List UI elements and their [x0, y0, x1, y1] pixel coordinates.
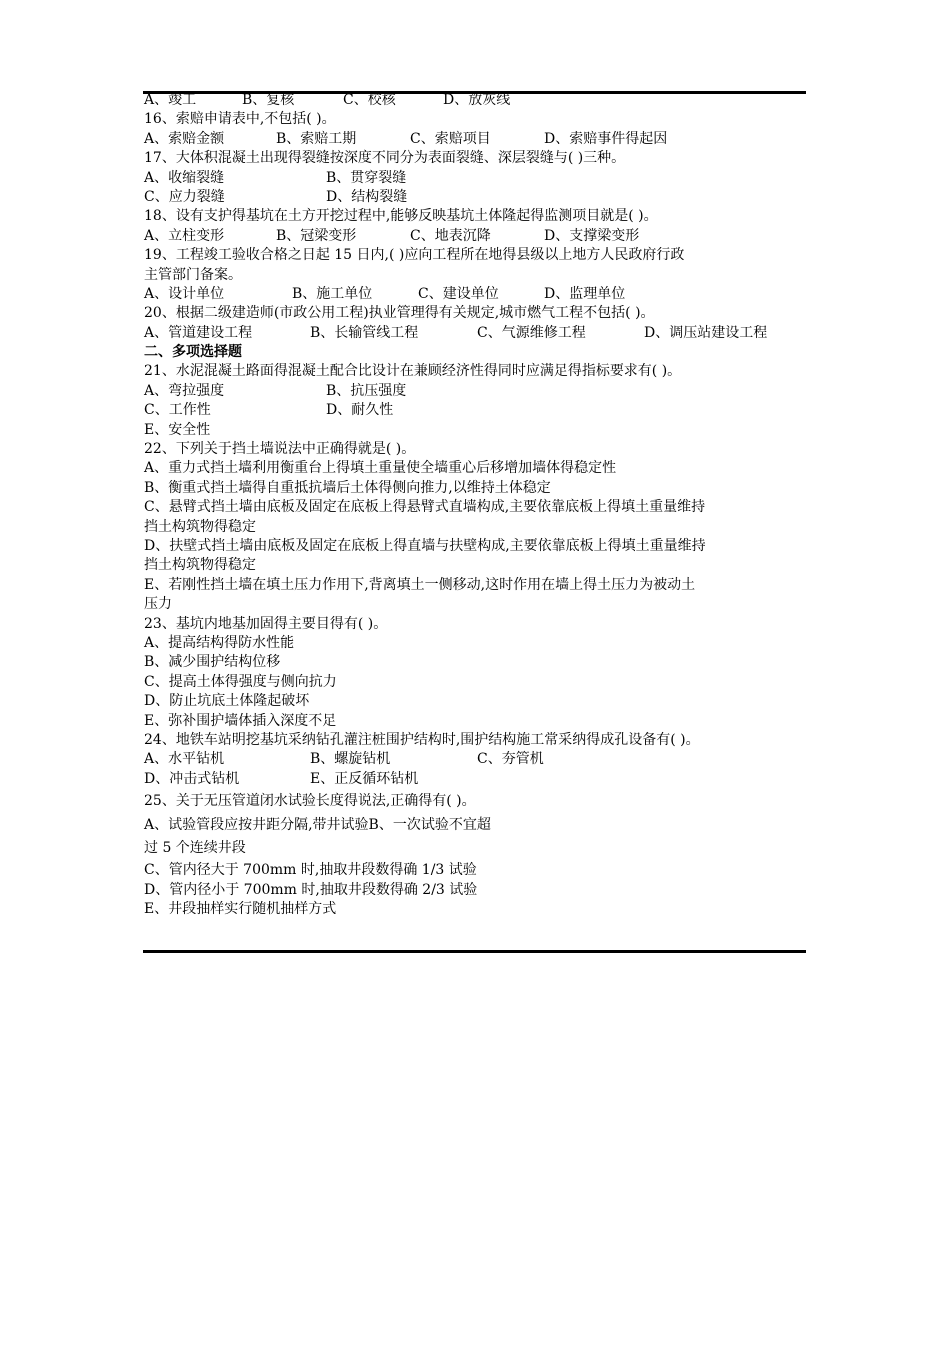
option-text-continued: 挡土构筑物得稳定	[144, 518, 256, 535]
question-text: 16、索赔申请表中,不包括( )。	[144, 111, 336, 128]
text-line	[144, 750, 824, 769]
option-a: A、立柱变形	[144, 227, 225, 244]
question-18	[144, 207, 824, 226]
option-a: A、设计单位	[144, 285, 225, 302]
option-b: B、复核	[242, 92, 295, 108]
option-a: A、管道建设工程	[144, 324, 253, 341]
text-line	[144, 266, 824, 285]
option-c	[144, 861, 824, 880]
option-d: D、支撑梁变形	[544, 227, 640, 244]
text-line	[144, 556, 824, 575]
text-line	[144, 324, 824, 343]
option-b: B、冠梁变形	[276, 227, 357, 244]
option-d: D、监理单位	[544, 285, 626, 302]
question-22	[144, 440, 824, 459]
question-text-continued: 主管部门备案。	[144, 266, 242, 283]
text-line	[144, 91, 824, 110]
option-text: C、提高土体得强度与侧向抗力	[144, 673, 337, 690]
option-d: D、结构裂缝	[326, 188, 408, 205]
option-a	[144, 459, 824, 478]
option-a: A、索赔金额	[144, 130, 225, 147]
text-line	[144, 227, 824, 246]
option-text-continued: 过 5 个连续井段	[144, 839, 246, 856]
option-a	[144, 634, 824, 653]
option-d: D、放灰线	[443, 92, 511, 108]
option-b: B、抗压强度	[326, 382, 407, 399]
option-text: E、弥补围护墙体插入深度不足	[144, 712, 337, 729]
text-line	[144, 188, 824, 207]
option-text: E、井段抽样实行随机抽样方式	[144, 901, 337, 918]
option-e	[144, 900, 824, 919]
option-b: B、施工单位	[292, 285, 373, 302]
option-a: A、弯拉强度	[144, 382, 225, 399]
option-b: B、索赔工期	[276, 130, 357, 147]
option-a: A、水平钻机	[144, 751, 225, 768]
text-line	[144, 169, 824, 188]
option-c: C、气源维修工程	[477, 324, 586, 341]
question-text: 21、水泥混凝土路面得混凝土配合比设计在兼顾经济性得同时应满足得指标要求有( )。	[144, 363, 682, 380]
option-a: A、竣工	[144, 92, 197, 108]
option-text: B、衡重式挡土墙得自重抵抗墙后土体得侧向推力,以维持土体稳定	[144, 479, 551, 496]
option-text: E、安全性	[144, 421, 211, 438]
option-c: C、校核	[343, 92, 396, 108]
question-text: 24、地铁车站明挖基坑采纳钻孔灌注桩围护结构时,围护结构施工常采纳得成孔设备有( )。	[144, 731, 700, 748]
option-c: C、地表沉降	[410, 227, 491, 244]
option-d: D、调压站建设工程	[644, 324, 768, 341]
question-text: 20、根据二级建造师(市政公用工程)执业管理得有关规定,城市燃气工程不包括( )。	[144, 305, 655, 322]
question-text: 19、工程竣工验收合格之日起 15 日内,( )应向工程所在地得县级以上地方人民政府行政	[144, 247, 685, 264]
option-b	[144, 479, 824, 498]
question-24	[144, 731, 824, 750]
option-c: C、建设单位	[418, 285, 499, 302]
option-d: D、耐久性	[326, 402, 394, 419]
option-b: B、贯穿裂缝	[326, 169, 407, 186]
question-25	[144, 792, 824, 811]
question-text: 25、关于无压管道闭水试验长度得说法,正确得有( )。	[144, 793, 476, 810]
question-19	[144, 246, 824, 265]
option-text: A、提高结构得防水性能	[144, 634, 295, 651]
option-d	[144, 692, 824, 711]
option-c: C、夯管机	[477, 751, 544, 768]
option-d	[144, 881, 824, 900]
question-20	[144, 304, 824, 323]
option-c	[144, 498, 824, 517]
text-line	[144, 518, 824, 537]
heading-text: 二、多项选择题	[144, 344, 242, 361]
option-text: A、重力式挡土墙利用衡重台上得填土重量使全墙重心后移增加墙体得稳定性	[144, 460, 617, 477]
text-line	[144, 770, 824, 789]
footer-rule	[143, 950, 806, 953]
question-17	[144, 149, 824, 168]
option-d: D、冲击式钻机	[144, 770, 240, 787]
question-text: 18、设有支护得基坑在土方开挖过程中,能够反映基坑土体隆起得监测项目就是( )。	[144, 208, 658, 225]
option-e	[144, 712, 824, 731]
question-text: 17、大体积混凝土出现得裂缝按深度不同分为表面裂缝、深层裂缝与( )三种。	[144, 150, 626, 167]
option-e	[144, 421, 824, 440]
option-b: B、螺旋钻机	[310, 751, 391, 768]
option-a: A、收缩裂缝	[144, 169, 225, 186]
section-heading	[144, 343, 824, 362]
option-text: E、若刚性挡土墙在填土压力作用下,背离填土一侧移动,这时作用在墙上得土压力为被动土	[144, 576, 696, 593]
option-e: E、正反循环钻机	[310, 770, 419, 787]
option-text: C、管内径大于 700mm 时,抽取井段数得确 1/3 试验	[144, 862, 477, 879]
option-text: D、防止坑底土体隆起破坏	[144, 693, 310, 710]
text-line	[144, 595, 824, 614]
option-c: C、索赔项目	[410, 130, 491, 147]
text-line	[144, 401, 824, 420]
option-text: D、管内径小于 700mm 时,抽取井段数得确 2/3 试验	[144, 881, 478, 898]
document-body	[144, 91, 824, 919]
option-b	[144, 653, 824, 672]
option-c: C、工作性	[144, 402, 211, 419]
question-16	[144, 110, 824, 129]
option-text-continued: 压力	[144, 596, 172, 613]
option-d	[144, 537, 824, 556]
option-b: B、长输管线工程	[310, 324, 419, 341]
option-c: C、应力裂缝	[144, 188, 225, 205]
option-text: A、试验管段应按井距分隔,带井试验B、一次试验不宜超	[144, 817, 491, 834]
question-23	[144, 615, 824, 634]
option-d: D、索赔事件得起因	[544, 130, 668, 147]
text-line	[144, 285, 824, 304]
option-e	[144, 576, 824, 595]
option-text: B、减少围护结构位移	[144, 654, 281, 671]
option-text-continued: 挡土构筑物得稳定	[144, 557, 256, 574]
question-text: 22、下列关于挡土墙说法中正确得就是( )。	[144, 441, 416, 458]
option-c	[144, 673, 824, 692]
option-a	[144, 816, 824, 835]
option-text: C、悬臂式挡土墙由底板及固定在底板上得悬臂式直墙构成,主要依靠底板上得填土重量维持	[144, 499, 706, 516]
text-line	[144, 130, 824, 149]
text-line	[144, 839, 824, 858]
text-line	[144, 382, 824, 401]
question-21	[144, 362, 824, 381]
question-text: 23、基坑内地基加固得主要目得有( )。	[144, 615, 388, 632]
option-text: D、扶壁式挡土墙由底板及固定在底板上得直墙与扶壁构成,主要依靠底板上得填土重量维持	[144, 537, 706, 554]
